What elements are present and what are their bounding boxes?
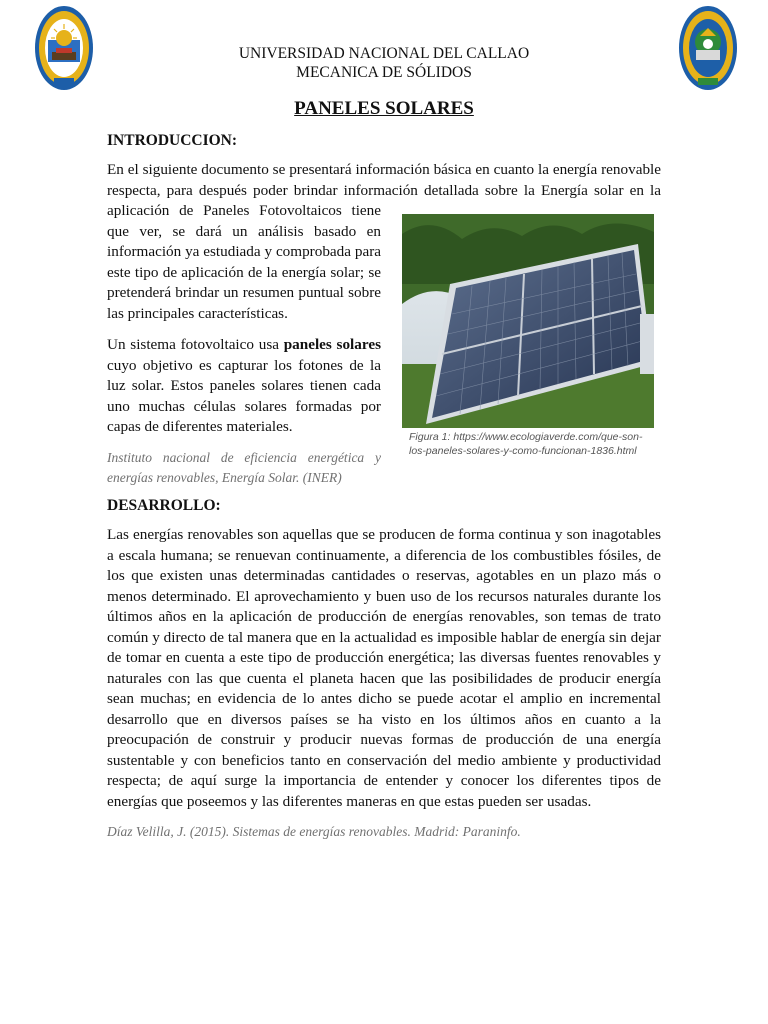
- intro-paragraph-2: [107, 335, 381, 438]
- desarrollo-heading: DESARROLLO:: [107, 497, 221, 514]
- intro-p2-end: cuyo objetivo es capturar los fotones de la luz solar. Estos paneles solares tienen cada uno muchas células solares formadas por capas de diferentes materiales.: [107, 356, 381, 435]
- intro-heading: INTRODUCCION:: [107, 132, 238, 149]
- intro-p2-bold: paneles solares: [283, 336, 381, 353]
- intro-citation: Instituto nacional de eficiencia energética y energías renovables, Energía Solar. (INER): [107, 450, 381, 485]
- intro-paragraph-continued: aplicación de Paneles Fotovoltaicos tiene que ver, se dará un análisis basado en información ya estudiada y comprobada para este tipo de aplicación de la energía solar; se pretenderá brindar un resumen puntual sobre las principales características.: [107, 202, 381, 322]
- intro-paragraph-line1: En el siguiente documento se presentará información básica en cuanto la energía renovable: [107, 161, 661, 178]
- university-name: UNIVERSIDAD NACIONAL DEL CALLAO: [238, 45, 530, 62]
- document-title: PANELES SOLARES: [294, 98, 474, 119]
- solar-panel-photo: [402, 214, 654, 428]
- figure-caption: Figura 1: https://www.ecologiaverde.com/que-son-los-paneles-solares-y-como-funcionan-1836.html: [409, 431, 643, 457]
- intro-p2-start: Un sistema fotovoltaico usa: [107, 336, 284, 353]
- document-header: [0, 44, 768, 82]
- desarrollo-citation: Díaz Velilla, J. (2015). Sistemas de energías renovables. Madrid: Paraninfo.: [107, 824, 521, 839]
- intro-paragraph-line2: respecta, para después poder brindar información detallada sobre la Energía solar en la: [107, 181, 661, 199]
- desarrollo-paragraph: Las energías renovables son aquellas que se producen de forma continua y son inagotables a escala humana; se renuevan continuamente, a diferencia de los combustibles fósiles, de los que existen unas determinadas cantidades o reservas, agotables en un plazo más o menos determinado. El aprovechamiento y buen uso de los recursos naturales durante los últimos años en la aplicación de producción de energías renovables, son temas de trato común y directo de tal manera que en la actualidad es imposible hablar de energía sin dejar de tomar en cuenta a este tipo de producción energética; las diversas fuentes renovables y naturales con las que cuenta el planeta hacen que las posibilidades de producir energía sean muchas; en evidencia de lo antes dicho se puede acotar el amplio en incremental desarrollo que en diversos países se ha visto en los últimos años en cuanto a la preocupación de construir y producir nuevas formas de producción de una energía sustentable y con beneficios tanto en conservación del medio ambiente y productividad respecta; de aquí surge la importancia de entender y conocer los diferentes tipos de energías que poseemos y las diferentes maneras en que estas pueden ser usadas.: [107, 526, 661, 810]
- course-name: MECANICA DE SÓLIDOS: [296, 64, 472, 81]
